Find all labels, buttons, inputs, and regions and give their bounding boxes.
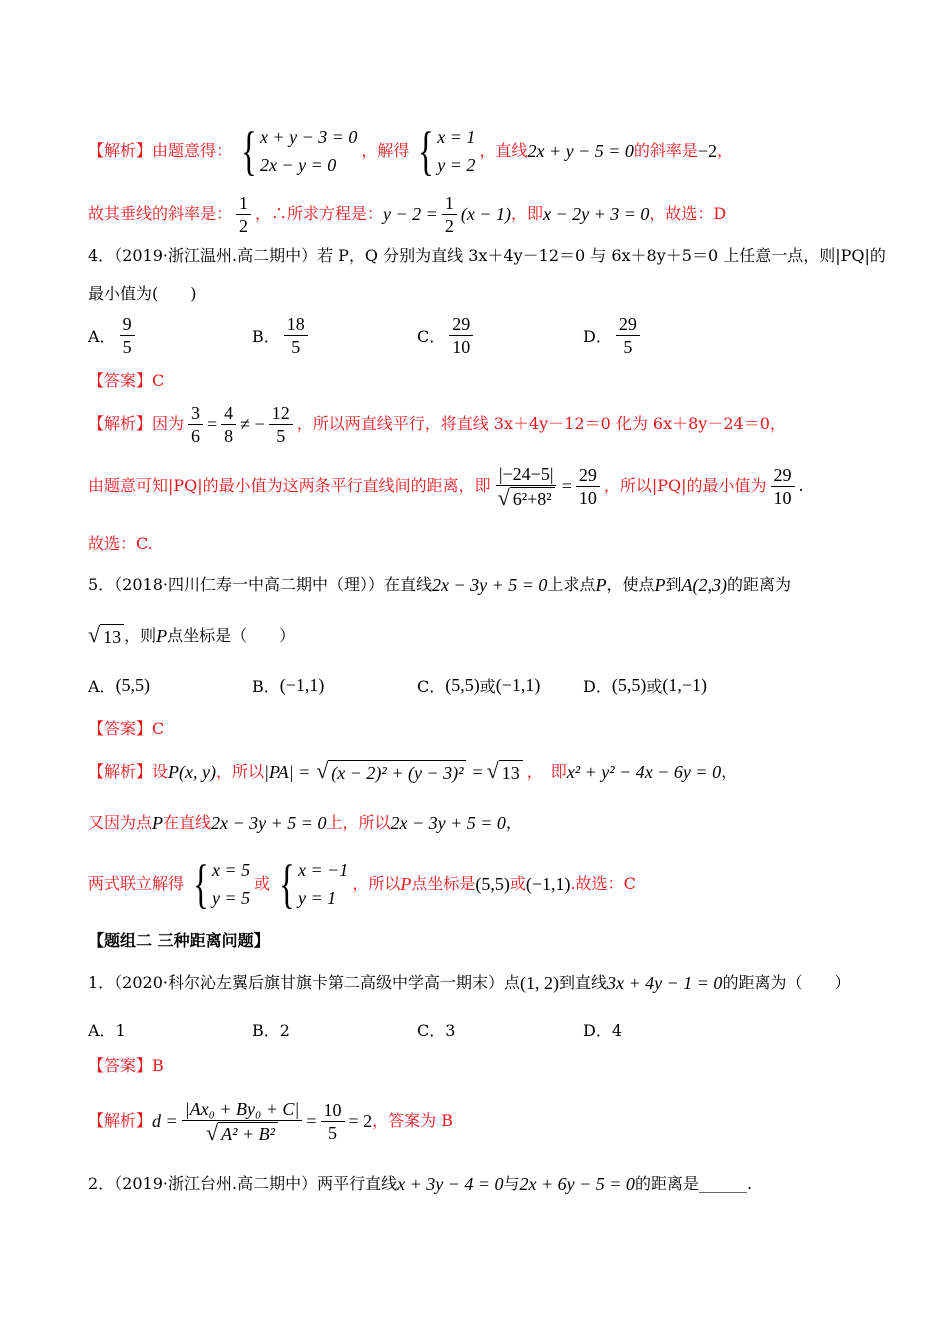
group-title: 【题组二 三种距离问题】 xyxy=(88,931,270,950)
explanation-5-line-2: 又因为点 P 在直线 2x − 3y + 5 = 0 上，所以 2x − 3y + 5 = 0 ， xyxy=(88,813,522,833)
math: x − 2y + 3 = 0 xyxy=(542,204,650,224)
text: 故其垂线的斜率是： xyxy=(88,204,233,223)
math: y − 2 = xyxy=(383,204,438,224)
explanation-4-line-1: 【解析】因为 $\frac{3}{6}$ = $\frac{4}{8}$ ≠ − $\frac{12}{5}$ ，所以两直线平行，将直线 3x＋4y－12＝0 化为 6x＋8y－24＝0， xyxy=(88,402,786,446)
option-b[interactable]: B．2 xyxy=(252,1021,290,1040)
option-b[interactable]: B． (−1,1) xyxy=(252,675,325,696)
option-a[interactable]: A．1 xyxy=(88,1021,126,1040)
equation: 2x − y = 0 xyxy=(259,155,337,175)
explanation-5-line-1: 【解析】设 P(x, y) ，所以 |PA| = √ (x − 2)² + (y − 3)² = √ 13 ， 即 x² + y² − 4x − 6y = 0 ， xyxy=(88,758,738,783)
explanation-g1: 【解析】 d = |Ax₀ + By₀ + C| √ A² + B² = $\frac{10}{5}$ = 2 ，答案为 B xyxy=(88,1098,454,1145)
option-c[interactable]: C． $\frac{29}{10}$ xyxy=(417,314,477,357)
math: 2x + y − 5 = 0 xyxy=(527,141,634,161)
option-c[interactable]: C． (5,5) 或 (−1,1) xyxy=(417,675,541,696)
text: ，直线 xyxy=(479,141,528,160)
equation-system: { x + y − 3 = 0 2x − y = 0 xyxy=(241,121,358,181)
math: (x − 1) xyxy=(460,204,511,224)
explanation-5-line-3: 两式联立解得 { x = 5 y = 5 或 { x = −1 y = 1 ，所以 P 点坐标是 (5,5) 或 (−1,1) .故选：C xyxy=(88,854,636,914)
option-a[interactable]: A． $\frac{9}{5}$ xyxy=(88,314,139,357)
text: 的斜率是 xyxy=(633,141,698,160)
question-4-line-1 xyxy=(88,245,890,267)
option-b[interactable]: B． $\frac{18}{5}$ xyxy=(252,314,312,357)
equation: x + y − 3 = 0 xyxy=(259,127,358,147)
text: ， xyxy=(717,141,734,160)
explanation-line-1 xyxy=(88,121,890,181)
text: ，即 xyxy=(510,204,543,223)
option-d[interactable]: D．4 xyxy=(583,1021,623,1040)
group-2-question-2: 2．（2019·浙江台州.高二期中）两平行直线 x + 3y − 4 = 0 与 2x + 6y − 5 = 0 的距离是______. xyxy=(88,1174,753,1194)
equation: y = 2 xyxy=(437,155,476,175)
explanation-4-line-2: 由题意可知|PQ|的最小值为这两条平行直线间的距离，即 |−24−5| √ 6²+8² = $\frac{29}{10}$ ，所以|PQ|的最小值为 $\frac{29}{10}$ . xyxy=(88,463,804,510)
question-text: 最小值为( ) xyxy=(88,284,197,303)
answer-4: 【答案】C xyxy=(88,371,165,390)
solution-system: { x = 1 y = 2 xyxy=(418,121,476,181)
question-5-line-1: 5．（2018·四川仁寿一中高二期中（理））在直线 2x − 3y + 5 = 0 上求点 P ，使点 P 到 A(2,3) 的距离为 xyxy=(88,575,791,595)
fraction: $\frac{1}{2}$ xyxy=(442,193,457,236)
explanation-line-2 xyxy=(88,192,890,236)
question-text: 4．（2019·浙江温州.高二期中）若 P，Q 分别为直线 3x＋4y－12＝0 与 6x＋8y＋5＝0 上任意一点，则|PQ|的 xyxy=(88,246,886,265)
math: −2 xyxy=(697,141,718,161)
option-a[interactable]: A． (5,5) xyxy=(88,675,151,696)
text: ，∴所求方程是： xyxy=(255,204,384,223)
text: ，解得 xyxy=(361,141,410,160)
fraction: $\frac{1}{2}$ xyxy=(236,193,251,236)
equation: x = 1 xyxy=(437,127,476,147)
answer-5: 【答案】C xyxy=(88,719,165,738)
answer-g1: 【答案】B xyxy=(88,1056,164,1075)
group-2-question-1: 1．（2020·科尔沁左翼后旗甘旗卡第二高级中学高一期末）点 (1, 2) 到直线 3x + 4y − 1 = 0 的距离为（ ） xyxy=(88,973,851,993)
option-d[interactable]: D． $\frac{29}{5}$ xyxy=(583,314,644,357)
text: 【解析】由题意得： xyxy=(88,141,233,160)
text: ，故选：D xyxy=(649,204,727,223)
option-c[interactable]: C．3 xyxy=(417,1021,456,1040)
question-5-line-2: √ 13 ，则 P 点坐标是（ ） xyxy=(88,622,296,647)
explanation-4-line-3: 故选：C. xyxy=(88,534,153,553)
question-4-line-2 xyxy=(88,283,890,305)
option-d[interactable]: D． (5,5) 或 (1,−1) xyxy=(583,675,707,696)
